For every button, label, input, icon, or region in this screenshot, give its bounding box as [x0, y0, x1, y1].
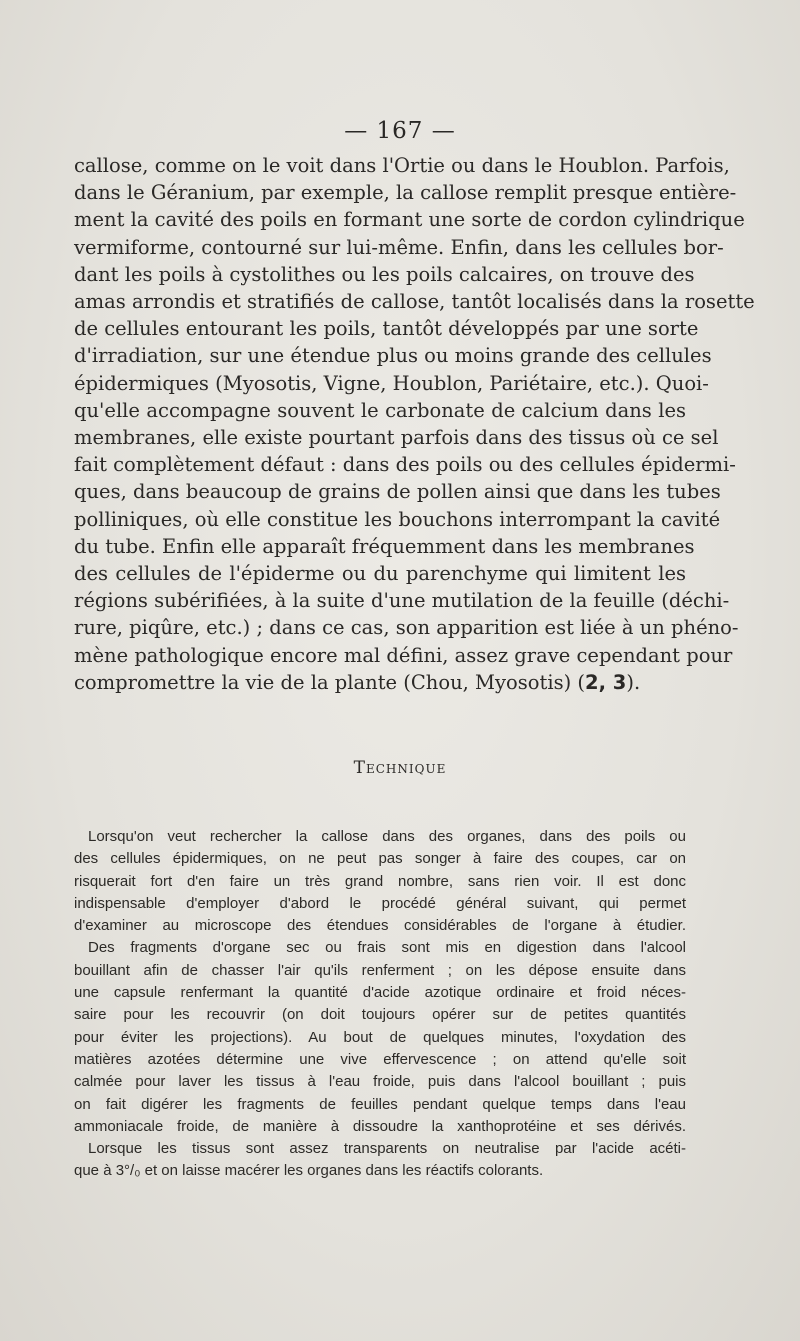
technique-text-line: on fait digérer les fragments de feuilles pendant quelque temps dans l'eau — [74, 1095, 686, 1113]
technique-paragraph — [74, 826, 686, 1183]
technique-text-line: d'examiner au microscope des étendues considérables de l'organe à étudier. — [74, 917, 686, 935]
text-line: épidermiques (Myosotis, Vigne, Houblon, Pariétaire, etc.). Quoi- — [74, 371, 709, 395]
technique-text-line: matières azotées détermine une vive effervescence ; on attend qu'elle soit — [74, 1050, 686, 1068]
text-line: mène pathologique encore mal défini, assez grave cependant pour — [74, 643, 733, 667]
text-line: dans le Géranium, par exemple, la callose remplit presque entière- — [74, 181, 737, 205]
text-line-last-suffix: ). — [626, 670, 641, 694]
text-line: de cellules entourant les poils, tantôt développés par une sorte — [74, 317, 699, 341]
technique-text-line: Lorsque les tissus sont assez transparents on neutralise par l'acide acéti- — [88, 1140, 686, 1158]
page-number: — 167 — — [344, 118, 456, 144]
citation-reference: 2, 3 — [585, 670, 627, 694]
technique-text-line: des cellules épidermiques, on ne peut pas songer à faire des coupes, car on — [74, 850, 686, 868]
text-line: membranes, elle existe pourtant parfois dans des tissus où ce sel — [74, 426, 719, 450]
text-line: rure, piqûre, etc.) ; dans ce cas, son apparition est liée à un phéno- — [74, 616, 739, 640]
text-line: amas arrondis et stratifiés de callose, tantôt localisés dans la rosette — [74, 290, 755, 314]
technique-text-line: Des fragments d'organe sec ou frais sont mis en digestion dans l'alcool — [88, 939, 686, 957]
technique-text-line: bouillant afin de chasser l'air qu'ils renferment ; on les dépose ensuite dans — [74, 961, 686, 979]
text-line: ques, dans beaucoup de grains de pollen ainsi que dans les tubes — [74, 480, 721, 504]
technique-text-line: que à 3°/₀ et on laisse macérer les organes dans les réactifs colorants. — [74, 1162, 544, 1180]
technique-text-line: saire pour les recouvrir (on doit toujours opérer sur de petites quantités — [74, 1006, 686, 1024]
section-heading-rest: echnique — [365, 758, 447, 778]
technique-text-line: risquerait fort d'en faire un très grand nombre, sans rien voir. Il est donc — [74, 872, 686, 890]
text-line: polliniques, où elle constitue les bouchons interrompant la cavité — [74, 507, 721, 531]
technique-text-line: une capsule renfermant la quantité d'acide azotique ordinaire et froid néces- — [74, 984, 686, 1002]
technique-text-line: calmée pour laver les tissus à l'eau froide, puis dans l'alcool bouillant ; puis — [74, 1073, 686, 1091]
technique-text-line: indispensable d'employer d'abord le procédé général suivant, qui permet — [74, 894, 686, 912]
text-line: vermiforme, contourné sur lui-même. Enfin, dans les cellules bor- — [74, 235, 724, 259]
text-line: régions subérifiées, à la suite d'une mutilation de la feuille (déchi- — [74, 589, 730, 613]
text-line: callose, comme on le voit dans l'Ortie ou dans le Houblon. Parfois, — [74, 154, 730, 177]
technique-text-line: pour éviter les projections). Au bout de quelques minutes, l'oxydation des — [74, 1028, 686, 1046]
section-heading-technique — [0, 758, 800, 778]
text-line: du tube. Enfin elle apparaît fréquemment dans les membranes — [74, 534, 695, 558]
technique-text-line: Lorsqu'on veut rechercher la callose dans des organes, dans des poils ou — [88, 828, 686, 845]
text-line: ment la cavité des poils en formant une sorte de cordon cylindrique — [74, 208, 745, 232]
text-line: dant les poils à cystolithes ou les poils calcaires, on trouve des — [74, 262, 695, 286]
text-line-last — [74, 669, 686, 696]
text-line: des cellules de l'épiderme ou du parenchyme qui limitent les — [74, 562, 686, 586]
main-paragraph — [74, 152, 755, 696]
text-line: fait complètement défaut : dans des poils ou des cellules épidermi- — [74, 453, 736, 477]
text-line-last-prefix: compromettre la vie de la plante (Chou, Myosotis) ( — [74, 670, 586, 694]
text-line: d'irradiation, sur une étendue plus ou moins grande des cellules — [74, 344, 712, 368]
technique-text-line: ammoniacale froide, de manière à dissoudre la xanthoprotéine et ses dérivés. — [74, 1117, 686, 1135]
section-heading-initial: T — [353, 758, 366, 778]
text-line: qu'elle accompagne souvent le carbonate de calcium dans les — [74, 398, 686, 422]
